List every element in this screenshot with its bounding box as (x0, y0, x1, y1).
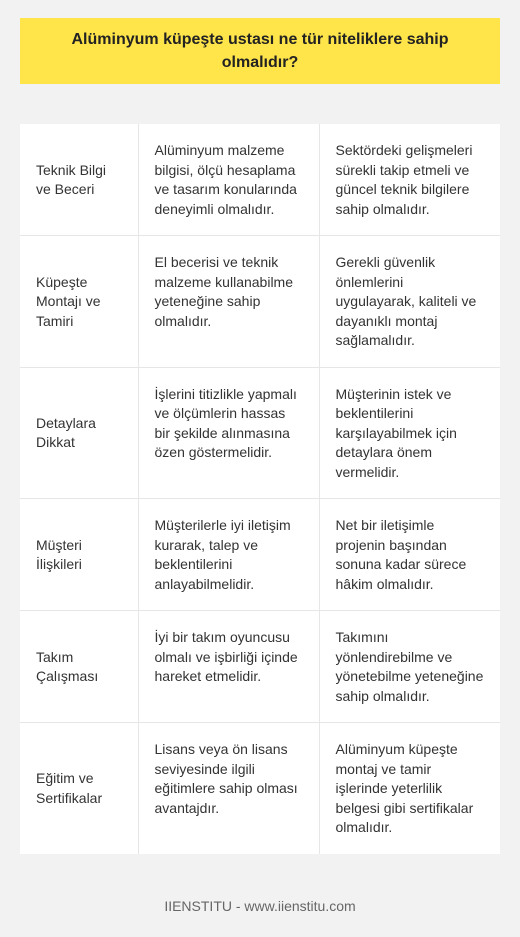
row-description: Alüminyum malzeme bilgisi, ölçü hesaplama ve tasarım konularında deneyimli olmalıdır. (138, 124, 319, 236)
table-row (20, 124, 500, 236)
table-row (20, 499, 500, 611)
table-row (20, 723, 500, 854)
table-row (20, 367, 500, 499)
row-description: El becerisi ve teknik malzeme kullanabilme yeteneğine sahip olmalıdır. (138, 236, 319, 368)
row-detail: Net bir iletişimle projenin başından sonuna kadar sürece hâkim olmalıdır. (319, 499, 500, 611)
table-row (20, 611, 500, 723)
table-row (20, 236, 500, 368)
row-description: İşlerini titizlikle yapmalı ve ölçümlerin hassas bir şekilde alınmasına özen göstermelidir. (138, 367, 319, 499)
row-category: Teknik Bilgi ve Beceri (20, 124, 138, 236)
row-description: Lisans veya ön lisans seviyesinde ilgili eğitimlere sahip olması avantajdır. (138, 723, 319, 854)
footer-credit: IIENSTITU - www.iienstitu.com (164, 898, 356, 914)
row-category: Eğitim ve Sertifikalar (20, 723, 138, 854)
row-detail: Takımını yönlendirebilme ve yönetebilme yeteneğine sahip olmalıdır. (319, 611, 500, 723)
row-detail: Sektördeki gelişmeleri sürekli takip etmeli ve güncel teknik bilgilere sahip olmalıdır. (319, 124, 500, 236)
title-banner (20, 18, 500, 84)
row-detail: Müşterinin istek ve beklentilerini karşılayabilmek için detaylara önem vermelidir. (319, 367, 500, 499)
row-detail: Gerekli güvenlik önlemlerini uygulayarak, kaliteli ve dayanıklı montaj sağlamalıdır. (319, 236, 500, 368)
page-title: Alüminyum küpeşte ustası ne tür niteliklere sahip olmalıdır? (71, 31, 449, 71)
row-category: Takım Çalışması (20, 611, 138, 723)
row-detail: Alüminyum küpeşte montaj ve tamir işlerinde yeterlilik belgesi gibi sertifikalar olmalıdır. (335, 741, 474, 835)
row-category: Detaylara Dikkat (20, 367, 138, 499)
row-category: Müşteri İlişkileri (20, 499, 138, 611)
qualifications-table-container (20, 124, 500, 854)
row-description: Müşterilerle iyi iletişim kurarak, talep ve beklentilerini anlayabilmelidir. (138, 499, 319, 611)
qualifications-table (20, 124, 500, 854)
row-description: İyi bir takım oyuncusu olmalı ve işbirliği içinde hareket etmelidir. (138, 611, 319, 723)
row-category: Küpeşte Montajı ve Tamiri (20, 236, 138, 368)
